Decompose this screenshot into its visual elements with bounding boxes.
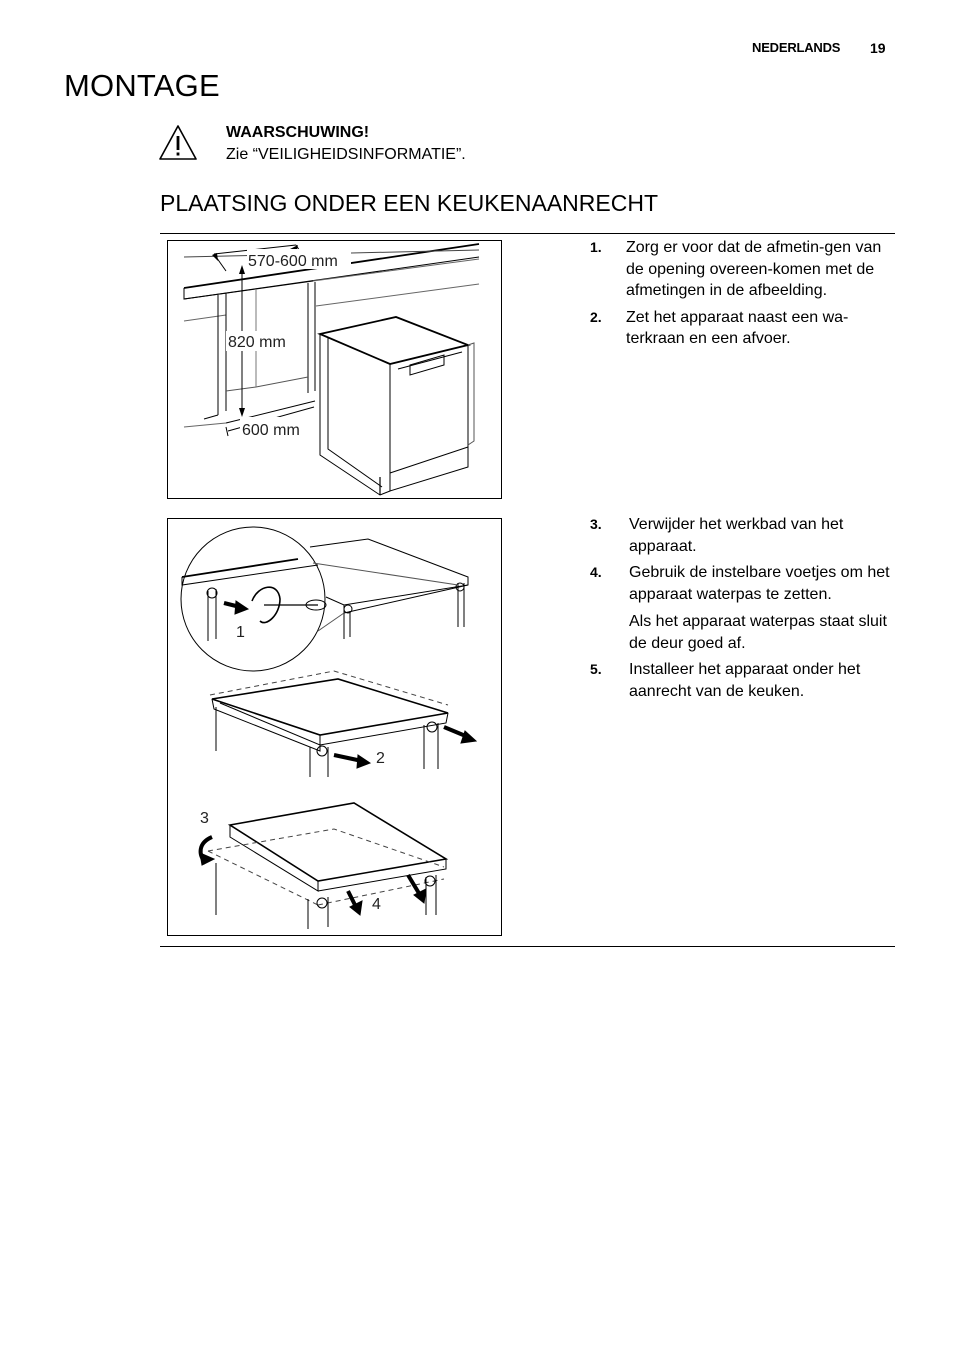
header-language: NEDERLANDS (752, 40, 841, 55)
width-label: 570-600 mm (248, 253, 338, 270)
steps-list-1 (590, 237, 890, 355)
opening-dimensions-drawing (168, 241, 501, 498)
callout-4: 4 (372, 896, 381, 913)
callout-1: 1 (236, 624, 245, 641)
step-number: 3. (590, 516, 602, 532)
step-item (590, 562, 890, 654)
step-text: Verwijder het werkbad van het apparaat. (629, 516, 844, 555)
step-item (590, 659, 890, 702)
step-text: Zet het apparaat naast een wa-terkraan en een afvoer. (626, 308, 849, 347)
callout-3: 3 (200, 810, 209, 827)
warning-text: Zie “VEILIGHEIDSINFORMATIE”. (226, 146, 466, 163)
callout-2: 2 (376, 750, 385, 767)
step-text: Gebruik de instelbare voetjes om het apparaat waterpas te zetten. (629, 564, 890, 603)
warning-triangle-icon (158, 124, 198, 162)
step-item (590, 514, 890, 557)
steps-list-2 (590, 514, 890, 707)
section-top-rule (160, 233, 895, 234)
step-number: 1. (590, 239, 602, 255)
step-number: 4. (590, 564, 602, 580)
step-number: 5. (590, 661, 602, 677)
warning-title: WAARSCHUWING! (226, 124, 370, 141)
step-item (590, 237, 890, 302)
step-note: Als het apparaat waterpas staat sluit de deur goed af. (629, 613, 887, 652)
figure-opening-dimensions (167, 240, 502, 499)
section-bottom-rule (160, 946, 895, 947)
levelling-steps-drawing (168, 519, 501, 935)
step-number: 2. (590, 308, 602, 325)
step-item (590, 307, 890, 350)
step-text: Installeer het apparaat onder het aanrecht van de keuken. (629, 661, 861, 700)
step-text: Zorg er voor dat de afmetin-gen van de opening overeen-komen met de afmetingen in de afbeelding. (626, 239, 882, 299)
page-number: 19 (870, 40, 886, 56)
section-title: MONTAGE (64, 68, 220, 103)
subsection-title: PLAATSING ONDER EEN KEUKENAANRECHT (160, 190, 659, 216)
height-label: 820 mm (228, 334, 286, 351)
figure-levelling-steps (167, 518, 502, 936)
depth-label: 600 mm (242, 422, 300, 439)
